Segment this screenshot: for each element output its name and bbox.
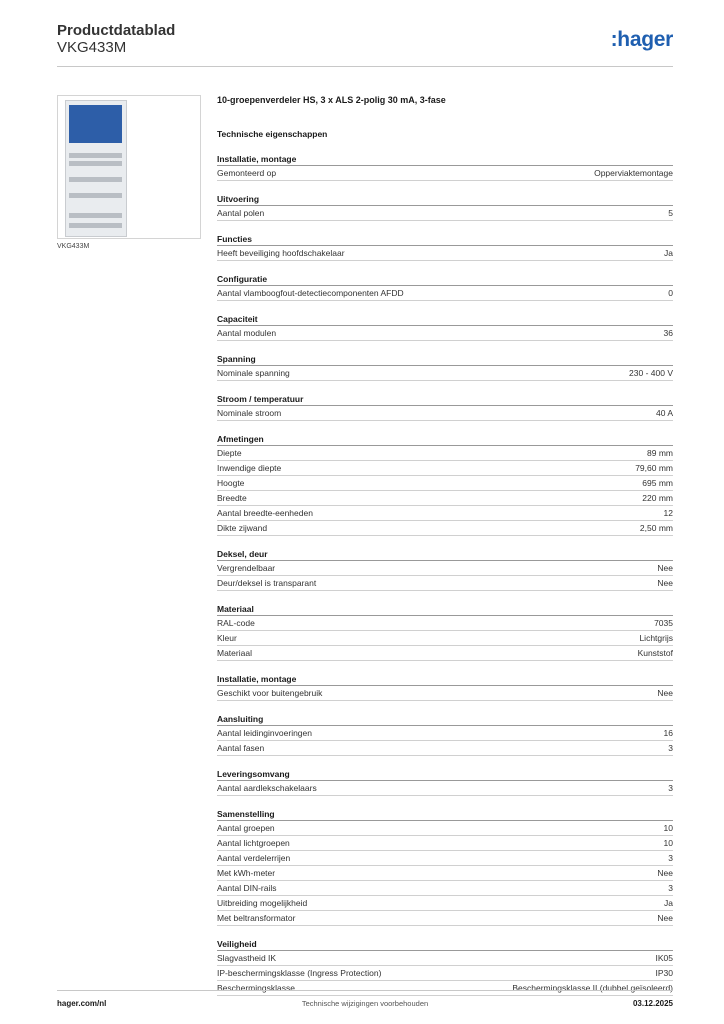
property-section <box>217 313 673 341</box>
property-label: Beschermingsklasse <box>217 983 295 993</box>
property-label: Aantal groepen <box>217 823 275 833</box>
property-value: Ja <box>664 248 673 258</box>
property-label: Met beltransformator <box>217 913 296 923</box>
property-label: Met kWh-meter <box>217 868 276 878</box>
main-content <box>217 95 673 1008</box>
property-label: Aantal aardlekschakelaars <box>217 783 317 793</box>
property-section <box>217 233 673 261</box>
property-label: Aantal vlamboogfout-detectiecomponenten AFDD <box>217 288 404 298</box>
property-row <box>217 366 673 381</box>
property-row <box>217 326 673 341</box>
property-row <box>217 616 673 631</box>
property-row <box>217 686 673 701</box>
property-row <box>217 781 673 796</box>
property-row <box>217 576 673 591</box>
property-row <box>217 476 673 491</box>
property-value: 36 <box>663 328 673 338</box>
property-value: 79,60 mm <box>635 463 673 473</box>
property-label: Aantal breedte-eenheden <box>217 508 313 518</box>
property-label: Breedte <box>217 493 247 503</box>
property-row <box>217 966 673 981</box>
property-label: Aantal leidinginvoeringen <box>217 728 312 738</box>
property-row <box>217 446 673 461</box>
property-section <box>217 153 673 181</box>
property-label: Inwendige diepte <box>217 463 282 473</box>
property-label: Deur/deksel is transparant <box>217 578 317 588</box>
property-label: Aantal lichtgroepen <box>217 838 290 848</box>
property-label: RAL-code <box>217 618 255 628</box>
property-value: Nee <box>657 913 673 923</box>
property-label: Hoogte <box>217 478 245 488</box>
property-value: Kunststof <box>637 648 673 658</box>
property-value: Nee <box>657 868 673 878</box>
property-value: 2,50 mm <box>639 523 673 533</box>
property-value: Ja <box>664 898 673 908</box>
property-label: IP-beschermingsklasse (Ingress Protection) <box>217 968 382 978</box>
property-value: Nee <box>657 688 673 698</box>
property-value: Opperviaktemontage <box>594 168 673 178</box>
footer-date: 03.12.2025 <box>632 999 673 1008</box>
section-title: Installatie, montage <box>217 673 673 686</box>
section-title: Aansluiting <box>217 713 673 726</box>
property-value: Nee <box>657 578 673 588</box>
product-description: 10-groepenverdeler HS, 3 x ALS 2-polig 30 mA, 3-fase <box>217 95 446 105</box>
distribution-board-illustration <box>65 100 127 237</box>
property-row <box>217 491 673 506</box>
page-footer <box>57 990 673 1011</box>
property-section <box>217 713 673 756</box>
property-row <box>217 506 673 521</box>
property-row <box>217 881 673 896</box>
property-label: Aantal DIN-rails <box>217 883 277 893</box>
property-label: Kleur <box>217 633 237 643</box>
property-section <box>217 603 673 661</box>
property-row <box>217 406 673 421</box>
property-value: 695 mm <box>642 478 673 488</box>
property-label: Nominale stroom <box>217 408 282 418</box>
footer-website[interactable]: hager.com/nl <box>57 999 107 1008</box>
property-label: Nominale spanning <box>217 368 290 378</box>
section-title: Installatie, montage <box>217 153 673 166</box>
properties-list <box>217 153 673 996</box>
property-section <box>217 768 673 796</box>
section-title: Deksel, deur <box>217 548 673 561</box>
property-row <box>217 461 673 476</box>
property-label: Materiaal <box>217 648 252 658</box>
property-row <box>217 866 673 881</box>
property-value: 7035 <box>654 618 673 628</box>
hager-logo: :hager <box>610 28 673 51</box>
property-value: 40 A <box>655 408 673 418</box>
property-label: Uitbreiding mogelijkheid <box>217 898 308 908</box>
property-value: 89 mm <box>647 448 673 458</box>
property-label: Aantal modulen <box>217 328 277 338</box>
property-row <box>217 851 673 866</box>
section-title: Leveringsomvang <box>217 768 673 781</box>
footer-notice: Technische wijzigingen voorbehouden <box>301 999 429 1008</box>
image-caption: VKG433M <box>57 243 90 250</box>
property-section <box>217 548 673 591</box>
section-title: Configuratie <box>217 273 673 286</box>
property-row <box>217 561 673 576</box>
property-row <box>217 631 673 646</box>
property-row <box>217 206 673 221</box>
property-row <box>217 896 673 911</box>
section-title: Spanning <box>217 353 673 366</box>
property-row <box>217 741 673 756</box>
property-label: Aantal polen <box>217 208 265 218</box>
property-label: Dikte zijwand <box>217 523 268 533</box>
property-value: IP30 <box>655 968 673 978</box>
property-section <box>217 433 673 536</box>
property-value: 0 <box>668 288 673 298</box>
property-section <box>217 938 673 996</box>
product-code: VKG433M <box>57 39 127 56</box>
property-value: 3 <box>668 783 673 793</box>
property-value: 3 <box>668 743 673 753</box>
property-value: IK05 <box>655 953 673 963</box>
property-value: Nee <box>657 563 673 573</box>
property-section <box>217 193 673 221</box>
property-section <box>217 353 673 381</box>
property-row <box>217 286 673 301</box>
property-section <box>217 393 673 421</box>
property-label: Aantal verdelerrijen <box>217 853 291 863</box>
product-image <box>57 95 201 239</box>
property-value: 10 <box>663 838 673 848</box>
section-title: Samenstelling <box>217 808 673 821</box>
property-value: 220 mm <box>642 493 673 503</box>
property-value: Beschermingsklasse II (dubbel geïsoleerd) <box>512 983 673 993</box>
property-row <box>217 821 673 836</box>
property-row <box>217 166 673 181</box>
property-label: Diepte <box>217 448 242 458</box>
property-label: Vergrendelbaar <box>217 563 276 573</box>
document-title: Productdatablad <box>57 22 176 39</box>
section-title: Materiaal <box>217 603 673 616</box>
property-value: Lichtgrijs <box>639 633 673 643</box>
property-value: 10 <box>663 823 673 833</box>
property-label: Gemonteerd op <box>217 168 277 178</box>
section-title: Veiligheid <box>217 938 673 951</box>
section-title: Uitvoering <box>217 193 673 206</box>
section-title: Stroom / temperatuur <box>217 393 673 406</box>
property-section <box>217 673 673 701</box>
section-title: Functies <box>217 233 673 246</box>
property-label: Geschikt voor buitengebruik <box>217 688 323 698</box>
section-title: Afmetingen <box>217 433 673 446</box>
property-section <box>217 273 673 301</box>
property-label: Heeft beveiliging hoofdschakelaar <box>217 248 345 258</box>
property-row <box>217 726 673 741</box>
page-header <box>57 20 673 67</box>
property-label: Slagvastheid IK <box>217 953 277 963</box>
property-label: Aantal fasen <box>217 743 265 753</box>
property-value: 3 <box>668 853 673 863</box>
property-row <box>217 911 673 926</box>
property-row <box>217 521 673 536</box>
property-value: 230 - 400 V <box>629 368 673 378</box>
property-row <box>217 646 673 661</box>
tech-properties-heading: Technische eigenschappen <box>217 129 328 139</box>
property-section <box>217 808 673 926</box>
property-value: 16 <box>663 728 673 738</box>
property-value: 5 <box>668 208 673 218</box>
section-title: Capaciteit <box>217 313 673 326</box>
property-value: 12 <box>663 508 673 518</box>
property-row <box>217 951 673 966</box>
property-value: 3 <box>668 883 673 893</box>
property-row <box>217 836 673 851</box>
property-row <box>217 246 673 261</box>
